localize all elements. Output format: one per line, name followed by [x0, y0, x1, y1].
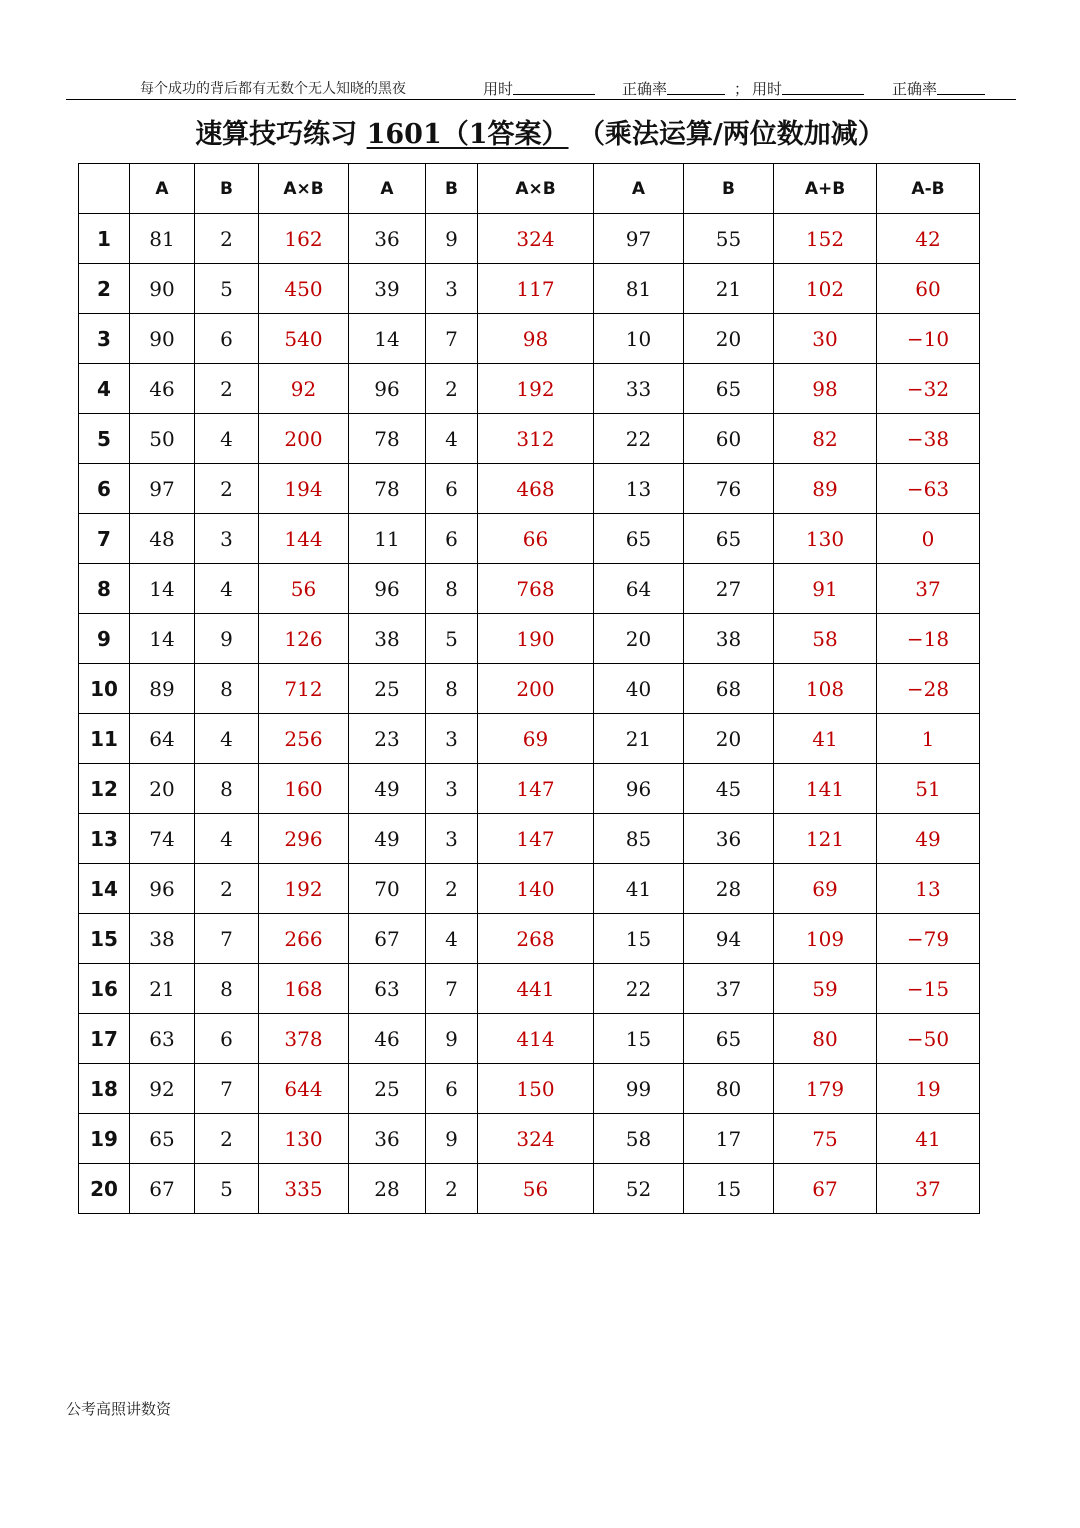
table-row [79, 364, 980, 414]
answer-cell: 60 [877, 264, 980, 314]
answer-cell: −32 [877, 364, 980, 414]
operand-cell: 60 [684, 414, 774, 464]
footer-text: 公考高照讲数资 [66, 1400, 172, 1418]
operand-cell: 3 [426, 764, 478, 814]
row-number: 15 [79, 914, 130, 964]
row-number: 13 [79, 814, 130, 864]
table-header-row [79, 164, 980, 214]
operand-cell: 45 [684, 764, 774, 814]
answer-cell: 69 [478, 714, 594, 764]
answer-cell: 59 [774, 964, 877, 1014]
operand-cell: 3 [426, 814, 478, 864]
operand-cell: 5 [195, 1164, 259, 1214]
operand-cell: 4 [426, 914, 478, 964]
answer-cell: 168 [259, 964, 349, 1014]
row-number: 5 [79, 414, 130, 464]
answer-cell: −50 [877, 1014, 980, 1064]
answer-cell: 200 [478, 664, 594, 714]
operand-cell: 63 [130, 1014, 195, 1064]
answer-cell: 768 [478, 564, 594, 614]
operand-cell: 49 [349, 814, 426, 864]
table-row [79, 864, 980, 914]
operand-cell: 9 [426, 1114, 478, 1164]
operand-cell: 89 [130, 664, 195, 714]
operand-cell: 14 [130, 564, 195, 614]
answer-cell: 312 [478, 414, 594, 464]
operand-cell: 36 [349, 1114, 426, 1164]
column-header: B [426, 164, 478, 214]
answer-cell: 117 [478, 264, 594, 314]
answer-cell: 19 [877, 1064, 980, 1114]
operand-cell: 14 [130, 614, 195, 664]
table-row [79, 214, 980, 264]
answer-cell: 82 [774, 414, 877, 464]
operand-cell: 25 [349, 1064, 426, 1114]
operand-cell: 8 [426, 564, 478, 614]
answer-cell: −63 [877, 464, 980, 514]
row-number: 16 [79, 964, 130, 1014]
answer-cell: 414 [478, 1014, 594, 1064]
answer-cell: 41 [774, 714, 877, 764]
answer-cell: 13 [877, 864, 980, 914]
operand-cell: 4 [426, 414, 478, 464]
answer-cell: 67 [774, 1164, 877, 1214]
operand-cell: 4 [195, 714, 259, 764]
table-row [79, 264, 980, 314]
operand-cell: 8 [195, 764, 259, 814]
answer-table [78, 163, 980, 1214]
operand-cell: 38 [684, 614, 774, 664]
answer-cell: 56 [478, 1164, 594, 1214]
operand-cell: 38 [349, 614, 426, 664]
operand-cell: 6 [426, 514, 478, 564]
operand-cell: 6 [195, 1014, 259, 1064]
operand-cell: 2 [195, 214, 259, 264]
page-title [0, 112, 1080, 151]
operand-cell: 5 [426, 614, 478, 664]
table-row [79, 614, 980, 664]
operand-cell: 65 [130, 1114, 195, 1164]
answer-cell: −10 [877, 314, 980, 364]
page-header [66, 76, 1016, 100]
operand-cell: 22 [594, 414, 684, 464]
column-header: B [195, 164, 259, 214]
column-header: A×B [478, 164, 594, 214]
accuracy-blank-2[interactable] [937, 80, 985, 95]
row-number: 2 [79, 264, 130, 314]
operand-cell: 6 [426, 464, 478, 514]
column-header: A+B [774, 164, 877, 214]
answer-cell: 147 [478, 814, 594, 864]
answer-cell: 468 [478, 464, 594, 514]
operand-cell: 3 [426, 714, 478, 764]
operand-cell: 96 [130, 864, 195, 914]
operand-cell: 64 [594, 564, 684, 614]
row-number: 14 [79, 864, 130, 914]
column-header: B [684, 164, 774, 214]
operand-cell: 2 [195, 364, 259, 414]
operand-cell: 80 [684, 1064, 774, 1114]
operand-cell: 65 [684, 364, 774, 414]
operand-cell: 94 [684, 914, 774, 964]
answer-cell: 147 [478, 764, 594, 814]
answer-cell: 192 [478, 364, 594, 414]
operand-cell: 28 [684, 864, 774, 914]
answer-cell: 91 [774, 564, 877, 614]
row-number: 8 [79, 564, 130, 614]
answer-cell: 42 [877, 214, 980, 264]
operand-cell: 20 [684, 314, 774, 364]
operand-cell: 2 [195, 864, 259, 914]
operand-cell: 2 [195, 1114, 259, 1164]
answer-cell: 56 [259, 564, 349, 614]
operand-cell: 2 [426, 1164, 478, 1214]
row-number: 4 [79, 364, 130, 414]
operand-cell: 76 [684, 464, 774, 514]
answer-cell: 80 [774, 1014, 877, 1064]
operand-cell: 38 [130, 914, 195, 964]
answer-cell: 160 [259, 764, 349, 814]
operand-cell: 15 [684, 1164, 774, 1214]
operand-cell: 3 [195, 514, 259, 564]
answer-cell: 179 [774, 1064, 877, 1114]
row-number: 12 [79, 764, 130, 814]
answer-cell: 324 [478, 1114, 594, 1164]
time-label-2 [752, 78, 782, 99]
operand-cell: 8 [195, 964, 259, 1014]
time-label-1 [483, 78, 513, 99]
operand-cell: 3 [426, 264, 478, 314]
answer-cell: 200 [259, 414, 349, 464]
operand-cell: 81 [594, 264, 684, 314]
answer-cell: 41 [877, 1114, 980, 1164]
operand-cell: 48 [130, 514, 195, 564]
operand-cell: 39 [349, 264, 426, 314]
row-number: 1 [79, 214, 130, 264]
operand-cell: 15 [594, 1014, 684, 1064]
table-row [79, 664, 980, 714]
operand-cell: 67 [349, 914, 426, 964]
operand-cell: 2 [426, 864, 478, 914]
table-row [79, 964, 980, 1014]
row-number: 17 [79, 1014, 130, 1064]
answer-cell: 69 [774, 864, 877, 914]
operand-cell: 63 [349, 964, 426, 1014]
answer-cell: 152 [774, 214, 877, 264]
operand-cell: 41 [594, 864, 684, 914]
answer-cell: −79 [877, 914, 980, 964]
table-row [79, 414, 980, 464]
accuracy-label-1 [622, 78, 667, 99]
operand-cell: 65 [594, 514, 684, 564]
motto: 每个成功的背后都有无数个无人知晓的黑夜 [140, 81, 406, 97]
operand-cell: 8 [195, 664, 259, 714]
answer-cell: 150 [478, 1064, 594, 1114]
row-number: 18 [79, 1064, 130, 1114]
table-row [79, 1164, 980, 1214]
operand-cell: 50 [130, 414, 195, 464]
time-label-1-text: 用时 [483, 80, 514, 98]
answer-cell: 190 [478, 614, 594, 664]
answer-cell: 37 [877, 564, 980, 614]
table-row [79, 814, 980, 864]
answer-cell: −15 [877, 964, 980, 1014]
operand-cell: 97 [130, 464, 195, 514]
operand-cell: 37 [684, 964, 774, 1014]
operand-cell: 14 [349, 314, 426, 364]
answer-cell: 126 [259, 614, 349, 664]
operand-cell: 8 [426, 664, 478, 714]
operand-cell: 20 [684, 714, 774, 764]
operand-cell: 17 [684, 1114, 774, 1164]
table-row [79, 464, 980, 514]
answer-cell: 256 [259, 714, 349, 764]
operand-cell: 4 [195, 564, 259, 614]
answer-cell: 98 [478, 314, 594, 364]
operand-cell: 64 [130, 714, 195, 764]
answer-cell: 644 [259, 1064, 349, 1114]
accuracy-blank-1[interactable] [667, 80, 725, 95]
answer-cell: 268 [478, 914, 594, 964]
accuracy-label-1-text: 正确率 [622, 80, 668, 98]
operand-cell: 21 [130, 964, 195, 1014]
answer-cell: 441 [478, 964, 594, 1014]
operand-cell: 40 [594, 664, 684, 714]
operand-cell: 25 [349, 664, 426, 714]
operand-cell: 49 [349, 764, 426, 814]
operand-cell: 46 [349, 1014, 426, 1064]
operand-cell: 21 [684, 264, 774, 314]
operand-cell: 96 [594, 764, 684, 814]
operand-cell: 46 [130, 364, 195, 414]
operand-cell: 27 [684, 564, 774, 614]
table-row [79, 1114, 980, 1164]
answer-cell: 712 [259, 664, 349, 714]
column-header: A-B [877, 164, 980, 214]
title-prefix: 速算技巧练习 [195, 119, 367, 150]
time-label-2-text: 用时 [752, 80, 783, 98]
column-header: A [349, 164, 426, 214]
answer-cell: −38 [877, 414, 980, 464]
answer-cell: 66 [478, 514, 594, 564]
table-row [79, 1064, 980, 1114]
table-row [79, 764, 980, 814]
answer-cell: 141 [774, 764, 877, 814]
row-number: 6 [79, 464, 130, 514]
operand-cell: 96 [349, 364, 426, 414]
table-row [79, 564, 980, 614]
answer-cell: 266 [259, 914, 349, 964]
row-number: 19 [79, 1114, 130, 1164]
table-row [79, 914, 980, 964]
row-number: 3 [79, 314, 130, 364]
answer-cell: 450 [259, 264, 349, 314]
column-header [79, 164, 130, 214]
answer-cell: 192 [259, 864, 349, 914]
answer-cell: 1 [877, 714, 980, 764]
operand-cell: 4 [195, 814, 259, 864]
answer-cell: 109 [774, 914, 877, 964]
answer-cell: 37 [877, 1164, 980, 1214]
accuracy-label-2-text: 正确率 [892, 80, 938, 98]
time-blank-2[interactable] [782, 80, 864, 95]
operand-cell: 21 [594, 714, 684, 764]
operand-cell: 6 [195, 314, 259, 364]
operand-cell: 78 [349, 414, 426, 464]
table-row [79, 514, 980, 564]
operand-cell: 52 [594, 1164, 684, 1214]
operand-cell: 23 [349, 714, 426, 764]
operand-cell: 9 [195, 614, 259, 664]
header-rule [66, 99, 1016, 100]
operand-cell: 7 [426, 314, 478, 364]
answer-cell: 194 [259, 464, 349, 514]
answer-cell: 140 [478, 864, 594, 914]
title-suffix: （乘法运算/两位数加减） [577, 119, 885, 150]
operand-cell: 81 [130, 214, 195, 264]
operand-cell: 78 [349, 464, 426, 514]
column-header: A×B [259, 164, 349, 214]
answer-cell: 75 [774, 1114, 877, 1164]
operand-cell: 65 [684, 1014, 774, 1064]
row-number: 7 [79, 514, 130, 564]
answer-cell: −18 [877, 614, 980, 664]
answer-cell: 30 [774, 314, 877, 364]
operand-cell: 9 [426, 1014, 478, 1064]
answer-cell: 92 [259, 364, 349, 414]
table-row [79, 1014, 980, 1064]
answer-cell: 540 [259, 314, 349, 364]
operand-cell: 68 [684, 664, 774, 714]
operand-cell: 28 [349, 1164, 426, 1214]
operand-cell: 74 [130, 814, 195, 864]
operand-cell: 92 [130, 1064, 195, 1114]
answer-cell: 108 [774, 664, 877, 714]
operand-cell: 7 [426, 964, 478, 1014]
operand-cell: 67 [130, 1164, 195, 1214]
operand-cell: 9 [426, 214, 478, 264]
operand-cell: 5 [195, 264, 259, 314]
answer-cell: 144 [259, 514, 349, 564]
answer-cell: 130 [774, 514, 877, 564]
separator: ； [734, 80, 750, 98]
table-row [79, 314, 980, 364]
operand-cell: 15 [594, 914, 684, 964]
time-blank-1[interactable] [513, 80, 595, 95]
operand-cell: 99 [594, 1064, 684, 1114]
answer-cell: 98 [774, 364, 877, 414]
operand-cell: 70 [349, 864, 426, 914]
answer-cell: 49 [877, 814, 980, 864]
answer-cell: 130 [259, 1114, 349, 1164]
operand-cell: 55 [684, 214, 774, 264]
operand-cell: 2 [426, 364, 478, 414]
operand-cell: 6 [426, 1064, 478, 1114]
row-number: 11 [79, 714, 130, 764]
operand-cell: 13 [594, 464, 684, 514]
title-code: 1601（1答案） [366, 119, 569, 150]
operand-cell: 2 [195, 464, 259, 514]
answer-cell: 0 [877, 514, 980, 564]
operand-cell: 65 [684, 514, 774, 564]
row-number: 10 [79, 664, 130, 714]
row-number: 9 [79, 614, 130, 664]
row-number: 20 [79, 1164, 130, 1214]
operand-cell: 20 [594, 614, 684, 664]
table-body [79, 214, 980, 1214]
answer-cell: 102 [774, 264, 877, 314]
answer-cell: 378 [259, 1014, 349, 1064]
column-header: A [130, 164, 195, 214]
answer-cell: 51 [877, 764, 980, 814]
answer-cell: 162 [259, 214, 349, 264]
operand-cell: 96 [349, 564, 426, 614]
operand-cell: 85 [594, 814, 684, 864]
operand-cell: 97 [594, 214, 684, 264]
operand-cell: 22 [594, 964, 684, 1014]
answer-cell: 121 [774, 814, 877, 864]
operand-cell: 20 [130, 764, 195, 814]
table-row [79, 714, 980, 764]
answer-cell: 296 [259, 814, 349, 864]
answer-cell: 89 [774, 464, 877, 514]
answer-cell: 324 [478, 214, 594, 264]
operand-cell: 7 [195, 914, 259, 964]
operand-cell: 4 [195, 414, 259, 464]
answer-cell: −28 [877, 664, 980, 714]
operand-cell: 58 [594, 1114, 684, 1164]
operand-cell: 90 [130, 264, 195, 314]
operand-cell: 33 [594, 364, 684, 414]
operand-cell: 36 [349, 214, 426, 264]
answer-cell: 335 [259, 1164, 349, 1214]
operand-cell: 10 [594, 314, 684, 364]
operand-cell: 90 [130, 314, 195, 364]
answer-cell: 58 [774, 614, 877, 664]
accuracy-label-2 [892, 78, 937, 99]
operand-cell: 7 [195, 1064, 259, 1114]
operand-cell: 36 [684, 814, 774, 864]
operand-cell: 11 [349, 514, 426, 564]
column-header: A [594, 164, 684, 214]
